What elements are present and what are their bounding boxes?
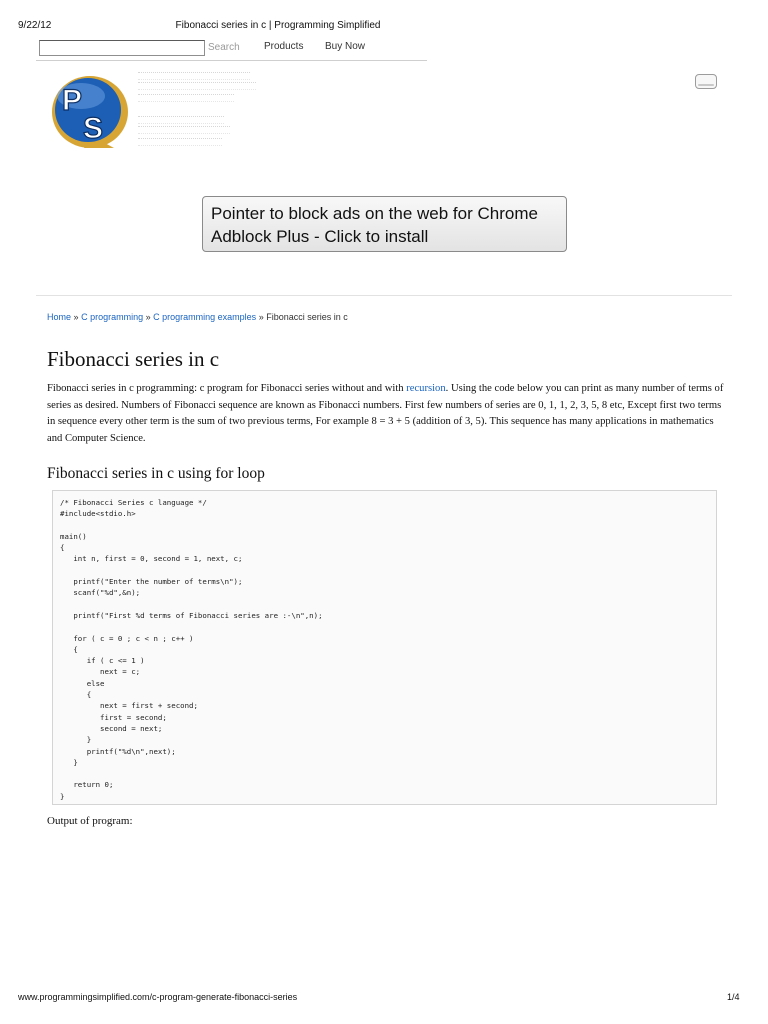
intro-text-start: Fibonacci series in c programming: c program for Fibonacci series without and with bbox=[47, 383, 407, 394]
svg-text:S: S bbox=[83, 112, 104, 145]
logo-faded-text bbox=[138, 70, 263, 152]
print-footer bbox=[0, 992, 768, 1012]
nav-link-buy-now[interactable]: Buy Now bbox=[325, 41, 366, 52]
recursion-link[interactable]: recursion bbox=[406, 383, 446, 394]
search-button[interactable]: Search bbox=[208, 42, 240, 53]
print-page-number: 1/4 bbox=[727, 992, 740, 1002]
breadcrumb-separator: » bbox=[73, 312, 79, 322]
nav-link-products[interactable]: Products bbox=[264, 41, 304, 52]
breadcrumb-c-programming-examples[interactable]: C programming examples bbox=[153, 312, 257, 322]
ps-logo-icon bbox=[50, 72, 134, 152]
breadcrumb-c-programming[interactable]: C programming bbox=[81, 312, 144, 322]
top-navigation-bar bbox=[36, 38, 427, 61]
section-heading-for-loop: Fibonacci series in c using for loop bbox=[47, 465, 265, 482]
breadcrumb-current: Fibonacci series in c bbox=[266, 312, 348, 322]
ad-text-line-1: Pointer to block ads on the web for Chrome bbox=[211, 204, 538, 223]
output-heading: Output of program: bbox=[47, 815, 133, 827]
intro-paragraph bbox=[47, 381, 725, 447]
page-title: Fibonacci series in c bbox=[47, 347, 220, 371]
breadcrumb bbox=[47, 312, 348, 322]
code-block bbox=[52, 490, 717, 805]
code-content: /* Fibonacci Series c language */ #include<stdio.h> main() { int n, first = 0, second = 1, next, c; printf("Enter the number of terms\n"); scanf("%d",&n); printf("First %d terms of Fibonacci series are :-\n",n); for ( c = 0 ; c < n ; c++ ) { if ( c <= 1 ) next = c; else { next = first + second; first = second; second = next; } printf("%d\n",next); } return 0; } bbox=[60, 498, 323, 801]
print-date: 9/22/12 bbox=[18, 20, 52, 31]
print-footer-url: www.programmingsimplified.com/c-program-generate-fibonacci-series bbox=[18, 992, 298, 1002]
print-header bbox=[0, 0, 768, 36]
adblock-install-banner[interactable] bbox=[202, 196, 567, 252]
header-divider bbox=[36, 295, 732, 296]
svg-text:P: P bbox=[62, 84, 83, 117]
window-restore-icon[interactable] bbox=[695, 74, 717, 89]
print-page-title: Fibonacci series in c | Programming Simplified bbox=[175, 20, 381, 31]
intro-text-end: . Using the code below you can print as many number of terms of series as desired. Numbers of Fibonacci sequence are known as Fibonacci numbers. First few numbers of series are 0, 1, 1, 2, 3, 5, 8 etc, Except first two terms in sequence every other term is the sum of two previous terms, For example 8 = 3 + 5 (addition of 3, 5). This sequence has many applications in mathematics and Computer Science. bbox=[47, 383, 724, 444]
breadcrumb-separator: » bbox=[145, 312, 151, 322]
ad-text-line-2: Adblock Plus - Click to install bbox=[211, 227, 429, 246]
breadcrumb-separator: » bbox=[258, 312, 264, 322]
breadcrumb-home[interactable]: Home bbox=[47, 312, 72, 322]
site-logo[interactable] bbox=[50, 72, 134, 152]
search-input[interactable] bbox=[39, 40, 205, 56]
